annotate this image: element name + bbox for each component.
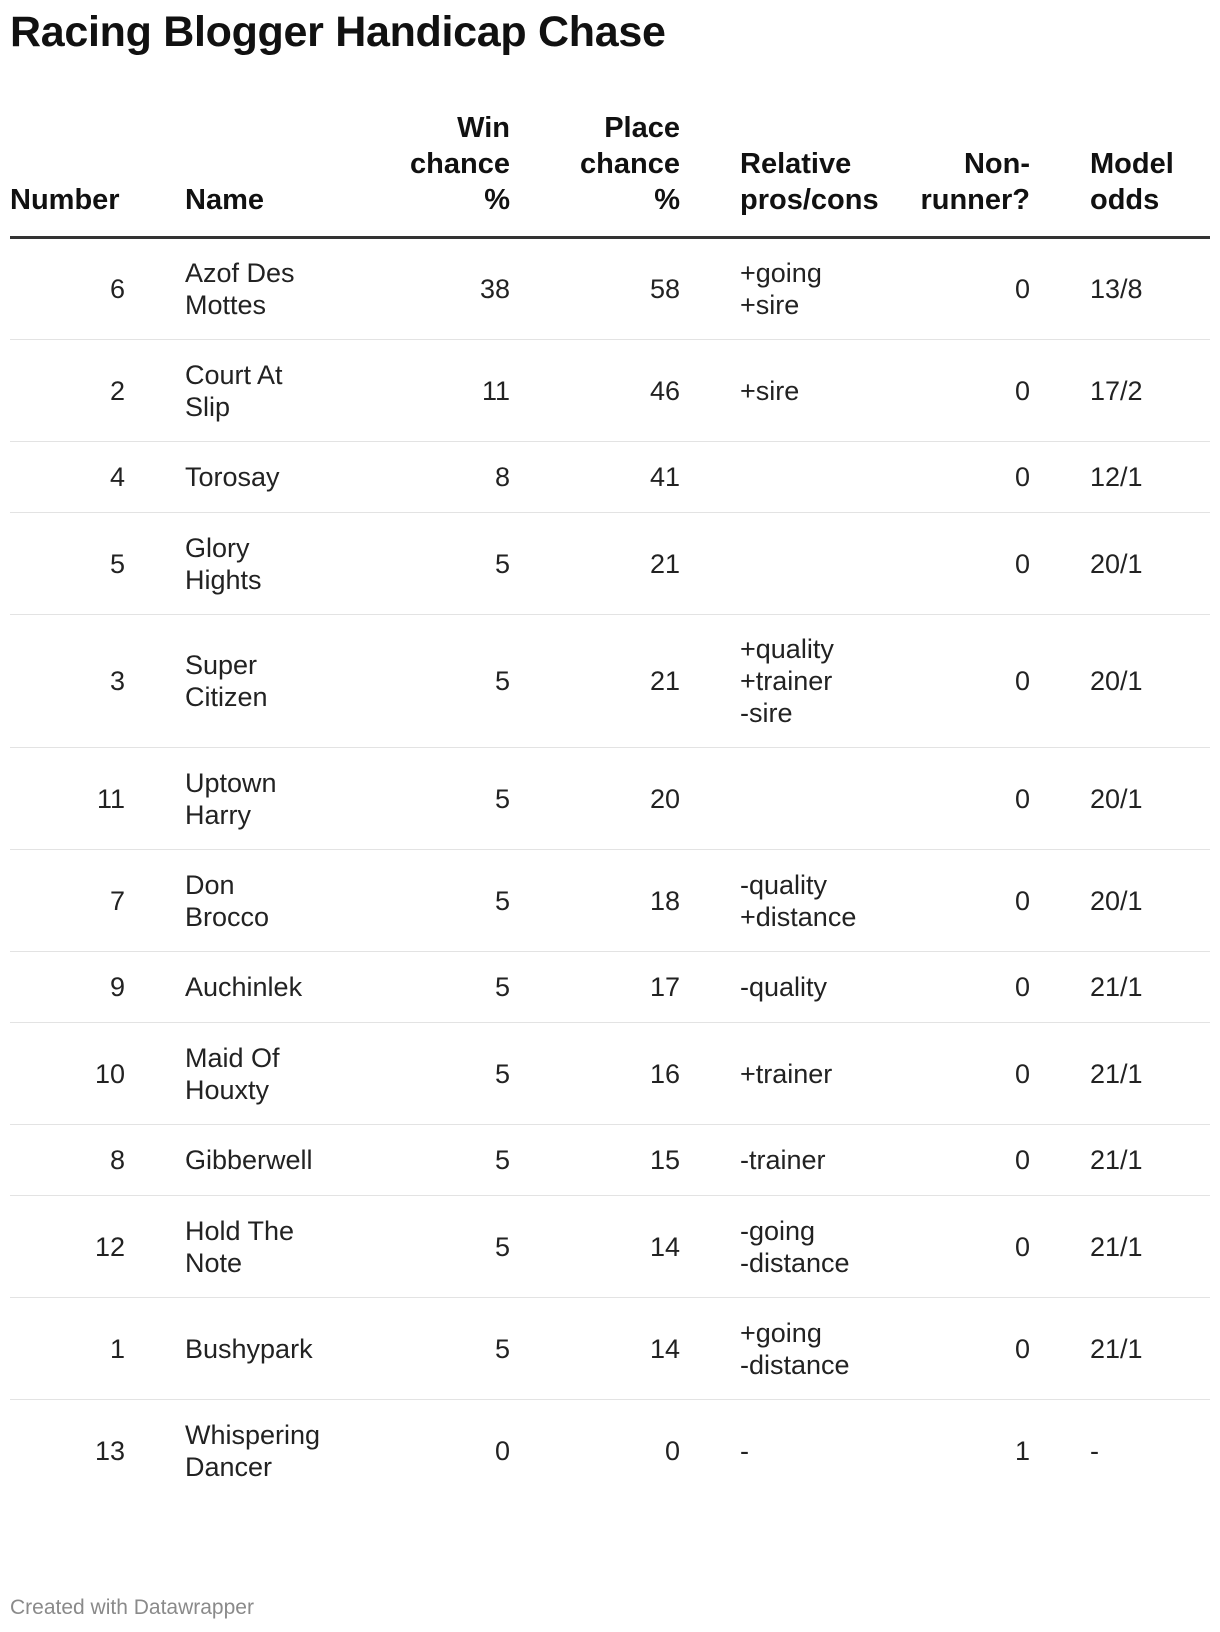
cell-place-chance: 58: [510, 238, 680, 340]
cell-model-odds: 21/1: [1030, 1125, 1210, 1196]
column-header-place-chance[interactable]: Place chance %: [510, 110, 680, 238]
cell-non-runner: 0: [890, 615, 1030, 748]
cell-win-chance: 0: [494, 1435, 510, 1466]
cell-win-chance: 5: [340, 1298, 510, 1400]
footer-credit: Created with Datawrapper: [10, 1596, 254, 1619]
table-row: [10, 615, 1210, 748]
cell-number: 3: [10, 615, 125, 748]
table-body: [10, 238, 1210, 1502]
cell-win-chance: 8: [340, 442, 510, 513]
cell-win-chance: 5: [340, 850, 510, 952]
cell-win-chance: 5: [340, 1196, 510, 1298]
table-header-row: [10, 110, 1210, 238]
cell-place-chance: 46: [510, 340, 680, 442]
table-row: [10, 850, 1210, 952]
cell-name: Maid Of Houxty: [125, 1023, 340, 1125]
cell-pros-cons: -trainer: [680, 1125, 890, 1196]
cell-place-chance: 0: [664, 1435, 680, 1466]
cell-number: 1: [10, 1298, 125, 1400]
cell-pros-cons: [680, 748, 890, 850]
cell-name: Whispering Dancer: [185, 1419, 321, 1482]
column-header-pros-cons[interactable]: Relative pros/cons: [680, 110, 890, 238]
column-header-model-odds[interactable]: Model odds: [1030, 110, 1210, 238]
cell-number: 8: [10, 1125, 125, 1196]
cell-model-odds: 20/1: [1030, 615, 1210, 748]
cell-number: 11: [10, 748, 125, 850]
table-row: [10, 1196, 1210, 1298]
cell-non-runner: 1: [1014, 1435, 1030, 1466]
cell-non-runner: 0: [890, 1125, 1030, 1196]
cell-place-chance: 17: [510, 952, 680, 1023]
cell-name: Gibberwell: [125, 1125, 340, 1196]
odds-table: [10, 110, 1210, 1502]
cell-place-chance: 21: [510, 513, 680, 615]
cell-name: Auchinlek: [125, 952, 340, 1023]
cell-win-chance: 38: [340, 238, 510, 340]
cell-place-chance: 21: [510, 615, 680, 748]
cell-number: 2: [10, 340, 125, 442]
table-row: [10, 238, 1210, 340]
cell-model-odds: 12/1: [1030, 442, 1210, 513]
cell-pros-cons: +going -distance: [680, 1298, 890, 1400]
table-row: [10, 952, 1210, 1023]
cell-win-chance: 5: [340, 952, 510, 1023]
table-row: [10, 1023, 1210, 1125]
cell-non-runner: 0: [890, 442, 1030, 513]
cell-model-odds: 17/2: [1030, 340, 1210, 442]
cell-non-runner: 0: [890, 748, 1030, 850]
cell-win-chance: 5: [340, 748, 510, 850]
cell-win-chance: 5: [340, 615, 510, 748]
cell-non-runner: 0: [890, 1298, 1030, 1400]
cell-number: 13: [94, 1435, 125, 1466]
cell-number: 4: [10, 442, 125, 513]
cell-place-chance: 16: [510, 1023, 680, 1125]
cell-name: Torosay: [125, 442, 340, 513]
cell-name: Azof Des Mottes: [125, 238, 340, 340]
cell-number: 6: [10, 238, 125, 340]
cell-non-runner: 0: [890, 1023, 1030, 1125]
cell-name: Uptown Harry: [125, 748, 340, 850]
cell-model-odds: 20/1: [1030, 850, 1210, 952]
cell-pros-cons: +trainer: [680, 1023, 890, 1125]
table-row: [10, 748, 1210, 850]
cell-place-chance: 14: [510, 1196, 680, 1298]
cell-model-odds: 20/1: [1030, 513, 1210, 615]
cell-pros-cons: -quality: [680, 952, 890, 1023]
cell-win-chance: 11: [340, 340, 510, 442]
cell-name: Hold The Note: [125, 1196, 340, 1298]
cell-non-runner: 0: [890, 850, 1030, 952]
cell-number: 5: [10, 513, 125, 615]
cell-win-chance: 5: [340, 513, 510, 615]
cell-name: Bushypark: [125, 1298, 340, 1400]
cell-win-chance: 5: [340, 1023, 510, 1125]
cell-place-chance: 41: [510, 442, 680, 513]
cell-non-runner: 0: [890, 238, 1030, 340]
cell-number: 10: [10, 1023, 125, 1125]
cell-name: Glory Hights: [125, 513, 340, 615]
cell-name: Court At Slip: [125, 340, 340, 442]
cell-pros-cons: +sire: [680, 340, 890, 442]
cell-pros-cons: +going +sire: [680, 238, 890, 340]
cell-model-odds: 21/1: [1030, 1196, 1210, 1298]
cell-non-runner: 0: [890, 952, 1030, 1023]
cell-pros-cons: -: [740, 1435, 749, 1466]
cell-number: 7: [10, 850, 125, 952]
column-header-name[interactable]: Name: [125, 110, 340, 238]
column-header-win-chance[interactable]: Win chance %: [340, 110, 510, 238]
cell-number: 12: [10, 1196, 125, 1298]
cell-model-odds: 20/1: [1030, 748, 1210, 850]
cell-model-odds: 13/8: [1030, 238, 1210, 340]
chart-title: Racing Blogger Handicap Chase: [10, 8, 666, 56]
table-row: [10, 1400, 1210, 1502]
cell-non-runner: 0: [890, 1196, 1030, 1298]
cell-model-odds: 21/1: [1030, 1298, 1210, 1400]
table-row: [10, 442, 1210, 513]
cell-model-odds: 21/1: [1030, 952, 1210, 1023]
cell-name: Don Brocco: [125, 850, 340, 952]
table-row: [10, 1125, 1210, 1196]
cell-place-chance: 18: [510, 850, 680, 952]
table-row: [10, 513, 1210, 615]
cell-place-chance: 14: [510, 1298, 680, 1400]
cell-win-chance: 5: [340, 1125, 510, 1196]
cell-model-odds: 21/1: [1030, 1023, 1210, 1125]
column-header-number[interactable]: Number: [10, 110, 125, 238]
cell-pros-cons: -quality +distance: [680, 850, 890, 952]
cell-pros-cons: [680, 442, 890, 513]
cell-pros-cons: -going -distance: [680, 1196, 890, 1298]
cell-non-runner: 0: [890, 513, 1030, 615]
cell-non-runner: 0: [890, 340, 1030, 442]
cell-number: 9: [10, 952, 125, 1023]
cell-name: Super Citizen: [125, 615, 340, 748]
cell-pros-cons: +quality +trainer -sire: [680, 615, 890, 748]
column-header-non-runner[interactable]: Non- runner?: [890, 110, 1030, 238]
table-row: [10, 340, 1210, 442]
cell-place-chance: 15: [510, 1125, 680, 1196]
cell-pros-cons: [680, 513, 890, 615]
cell-place-chance: 20: [510, 748, 680, 850]
cell-model-odds: -: [1090, 1435, 1099, 1466]
table-row: [10, 1298, 1210, 1400]
